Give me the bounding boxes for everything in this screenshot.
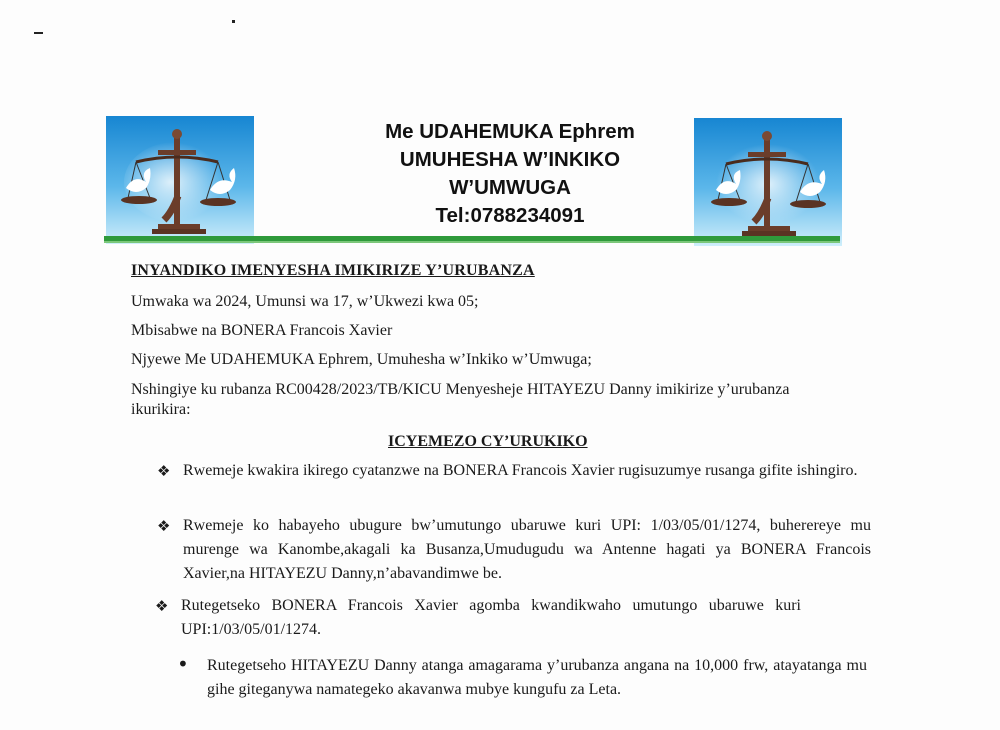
- section-title: ICYEMEZO CY’URUKIKO: [388, 433, 588, 450]
- round-bullet-icon: •: [177, 652, 189, 676]
- scales-of-justice-logo-left: [106, 116, 254, 244]
- list-item: [177, 652, 867, 702]
- diamond-bullet-icon: ❖: [155, 597, 169, 615]
- document-title: INYANDIKO IMENYESHA IMIKIRIZE Y’URUBANZA: [131, 262, 535, 279]
- date-line: Umwaka wa 2024, Umunsi wa 17, w’Ukwezi kwa 05;: [131, 293, 479, 310]
- bailiff-phone: Tel:0788234091: [435, 204, 585, 227]
- list-item: [155, 594, 801, 642]
- diamond-bullet-icon: ❖: [157, 462, 171, 480]
- letterhead-divider-light: [104, 241, 840, 243]
- scan-speck: [232, 20, 235, 23]
- bailiff-name: Me UDAHEMUKA Ephrem: [385, 120, 635, 143]
- scan-speck: [34, 32, 43, 34]
- list-item: [157, 459, 871, 483]
- bailiff-title-line2: W’UMWUGA: [449, 176, 571, 199]
- case-line: Nshingiye ku rubanza RC00428/2023/TB/KICU Menyesheje HITAYEZU Danny imikirize y’urubanza: [131, 381, 790, 398]
- list-item-text: Rutegetseho HITAYEZU Danny atanga amagarama y’urubanza angana na 10,000 frw, atayatanga mu gihe giteganywa namategeko akavanwa mubye kungufu za Leta.: [207, 657, 867, 698]
- list-item-text: Rutegetseko BONERA Francois Xavier agomba kwandikwaho umutungo ubaruwe kuri UPI:1/03/05/01/1274.: [181, 597, 801, 638]
- bailiff-title-line1: UMUHESHA W’INKIKO: [399, 148, 621, 171]
- requester-line: Mbisabwe na BONERA Francois Xavier: [131, 322, 393, 339]
- bailiff-line: Njyewe Me UDAHEMUKA Ephrem, Umuhesha w’Inkiko w’Umwuga;: [131, 351, 592, 368]
- list-item-text: Rwemeje ko habayeho ubugure bw’umutungo ubaruwe kuri UPI: 1/03/05/01/1274, buherereye mu murenge wa Kanombe,akagali ka Busanza,Umudugudu wa Antenne hagati ya BONERA Francois Xavier,na HITAYEZU Danny,n’abavandimwe be.: [183, 517, 871, 582]
- list-item: [157, 514, 871, 586]
- case-line-continued: ikurikira:: [131, 401, 191, 418]
- list-item-text: Rwemeje kwakira ikirego cyatanzwe na BONERA Francois Xavier rugisuzumye rusanga gifite ishingiro.: [183, 462, 858, 479]
- diamond-bullet-icon: ❖: [157, 517, 171, 535]
- scales-of-justice-icon: [106, 116, 254, 244]
- letterhead: [300, 118, 720, 230]
